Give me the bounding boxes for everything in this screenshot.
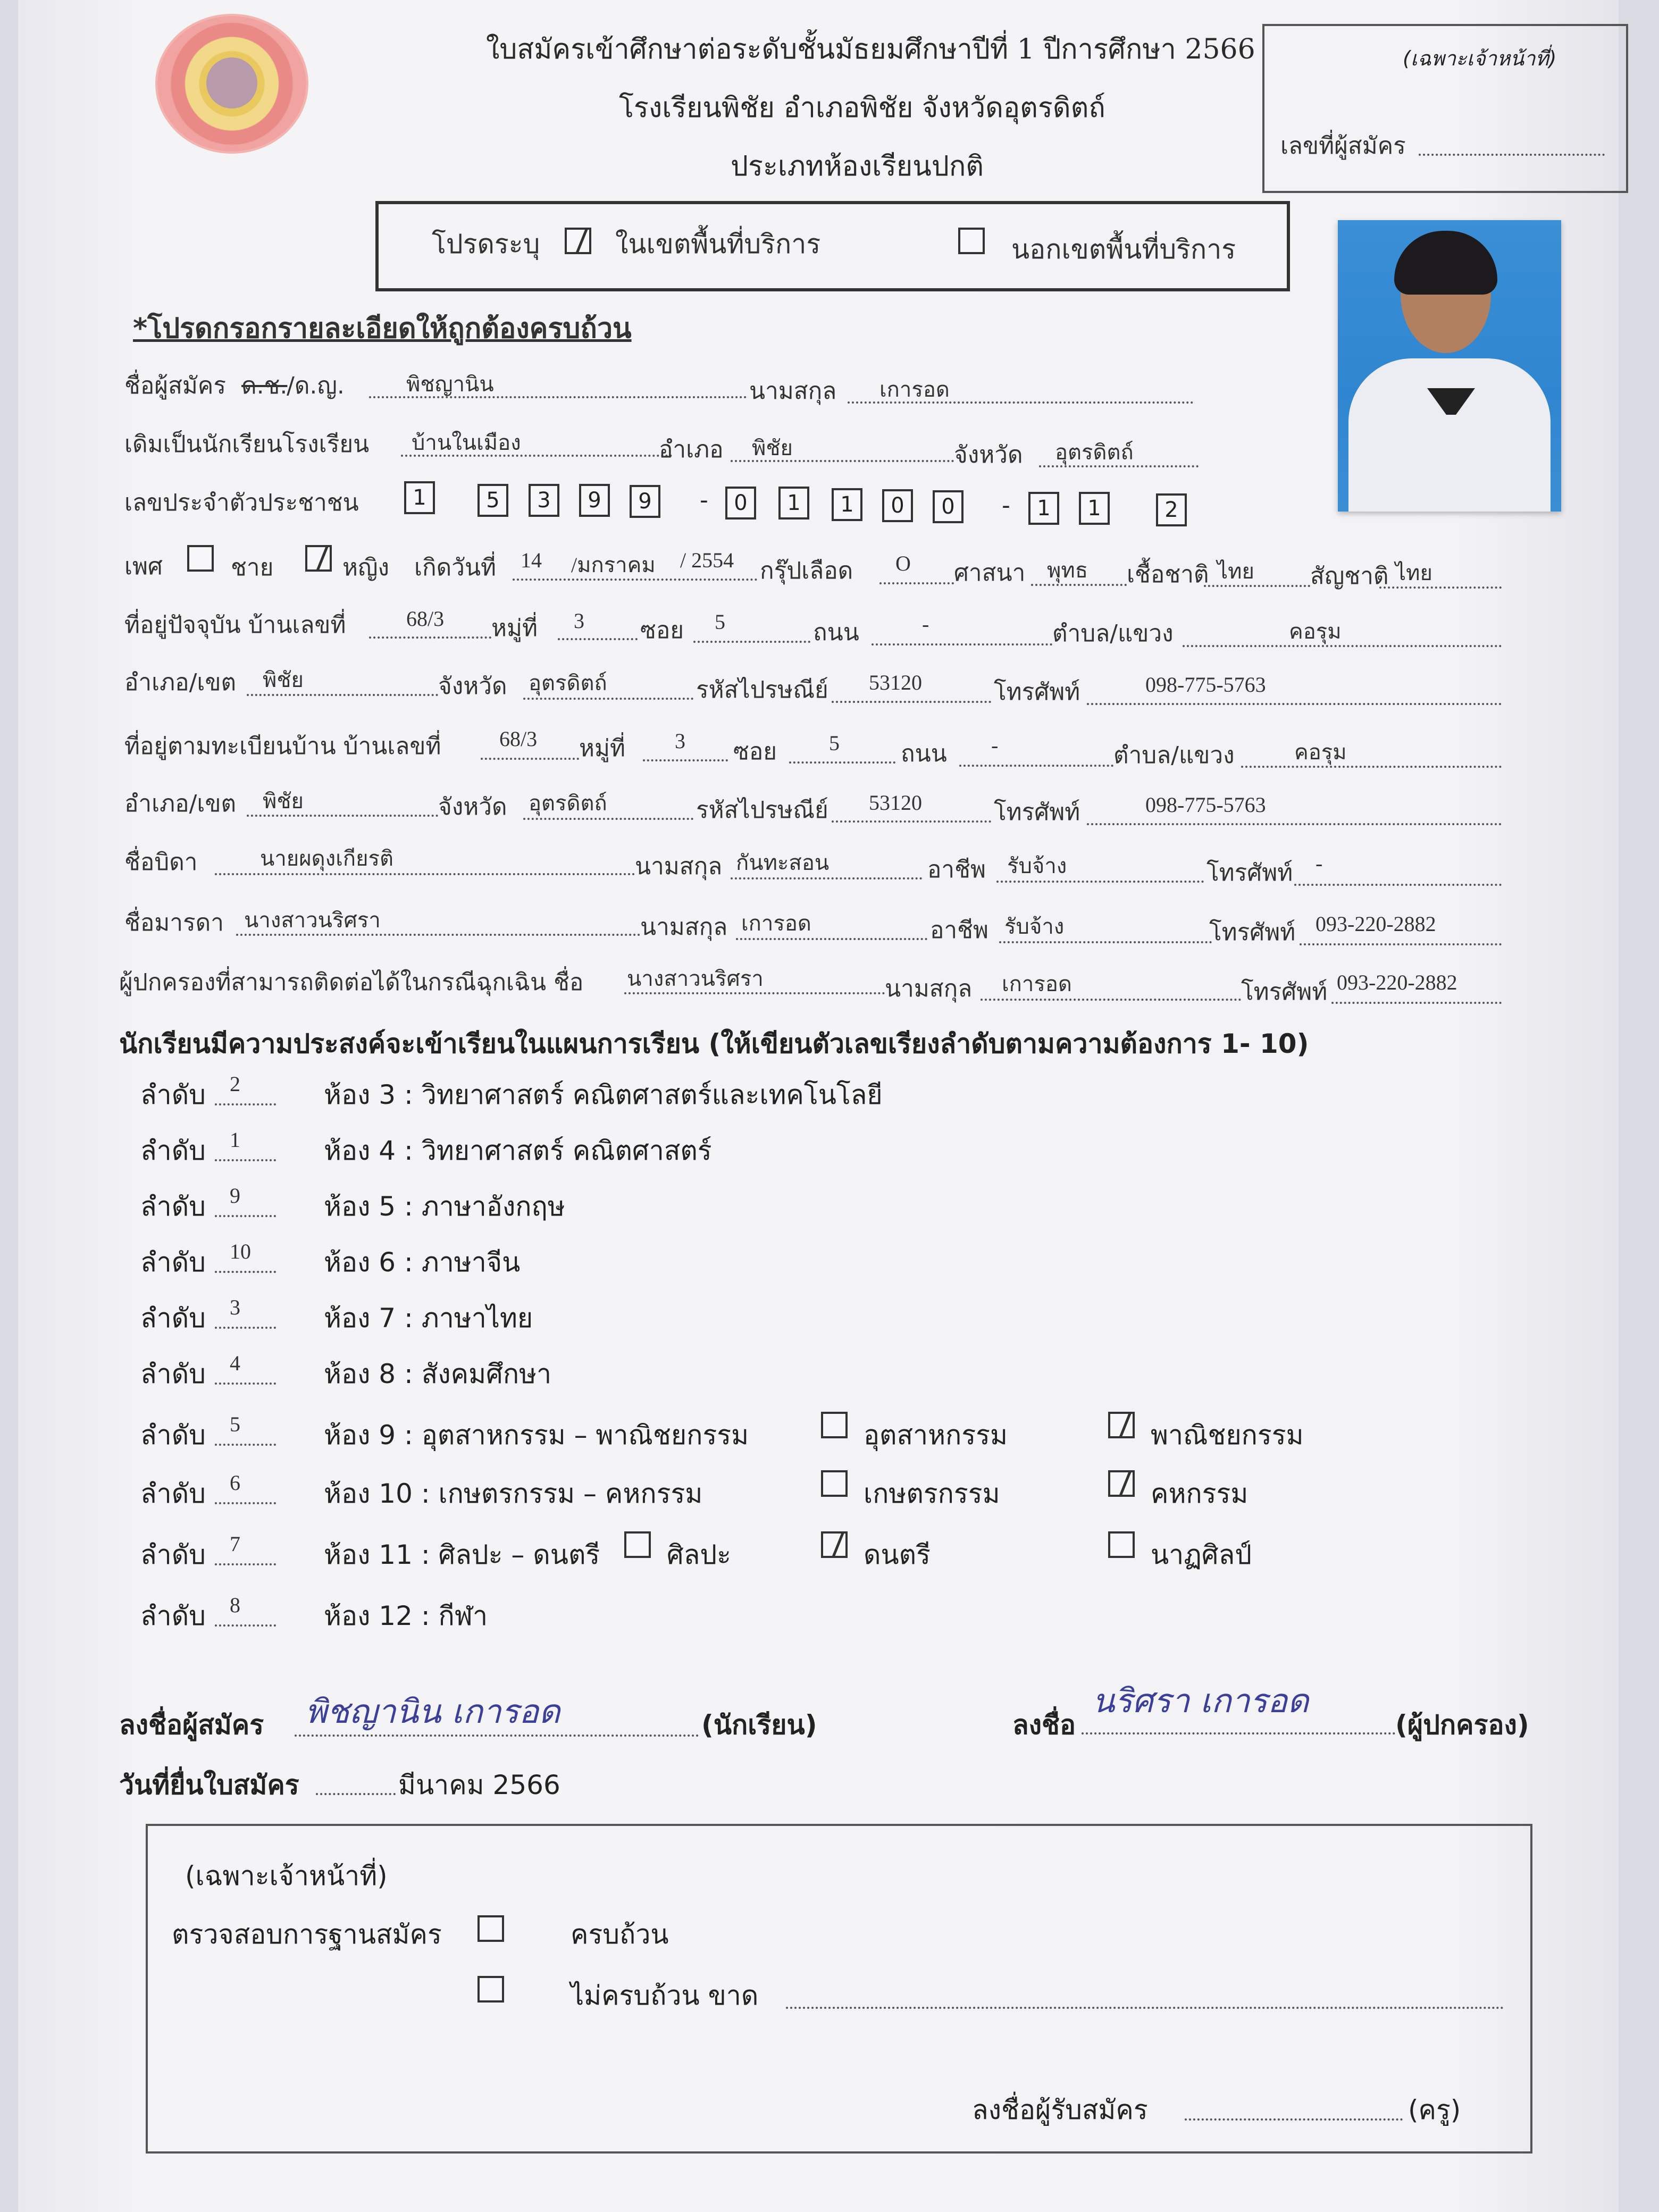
current-soi-label: ซอย — [640, 617, 684, 644]
registered-district-label: อำเภอ/เขต — [124, 790, 237, 817]
id-digit-2[interactable]: 5 — [477, 484, 508, 517]
plan-rank-field[interactable]: 2 — [230, 1072, 240, 1096]
industry-checkbox[interactable] — [821, 1412, 848, 1438]
school-province-field[interactable]: อุตรดิตถ์ — [1055, 440, 1134, 464]
id-digit-7[interactable]: 1 — [778, 487, 809, 520]
plan-rank-field[interactable]: 8 — [230, 1593, 240, 1617]
current-address-label: ที่อยู่ปัจจุบัน บ้านเลขที่ — [124, 611, 346, 639]
id-separator-1: - — [700, 487, 708, 514]
mother-job-label: อาชีพ — [930, 917, 988, 944]
registered-subdistrict-label: ตำบล/แขวง — [1113, 742, 1235, 769]
mother-name-field[interactable]: นางสาวนริศรา — [244, 908, 381, 932]
mother-surname-field[interactable]: เการอด — [741, 911, 811, 935]
guardian-phone-field[interactable]: 093-220-2882 — [1337, 970, 1457, 994]
plan-rank-label: ลำดับ — [140, 1247, 206, 1278]
guardian-signature[interactable]: นริศรา เการอด — [1092, 1681, 1309, 1720]
current-house-no-field[interactable]: 68/3 — [406, 607, 445, 631]
title-prefix: /ด.ญ. — [287, 372, 345, 399]
current-province-label: จังหวัด — [438, 673, 507, 700]
area-in-checkbox[interactable] — [565, 228, 591, 254]
area-prompt: โปรดระบุ — [432, 229, 540, 259]
plan-rank-field[interactable]: 9 — [230, 1184, 240, 1208]
registered-phone-field[interactable]: 098-775-5763 — [1145, 793, 1266, 817]
current-phone-field[interactable]: 098-775-5763 — [1145, 673, 1266, 697]
id-digit-3[interactable]: 3 — [529, 484, 559, 517]
father-label: ชื่อบิดา — [124, 849, 198, 876]
father-phone-field[interactable]: - — [1316, 851, 1323, 875]
plan-room: ห้อง 10 : เกษตรกรรม – คหกรรม — [324, 1478, 703, 1509]
incomplete-checkbox[interactable] — [477, 1976, 504, 2002]
submit-date-label: วันที่ยื่นใบสมัคร — [119, 1770, 299, 1800]
plan-rank-label: ลำดับ — [140, 1303, 206, 1334]
commerce-label: พาณิชยกรรม — [1151, 1420, 1304, 1451]
nationality-label: สัญชาติ — [1310, 563, 1389, 590]
dance-checkbox[interactable] — [1108, 1531, 1135, 1558]
male-label: ชาย — [231, 554, 274, 581]
guardian-surname-field[interactable]: เการอด — [1002, 972, 1072, 996]
submit-date-value[interactable]: มีนาคม 2566 — [398, 1770, 560, 1800]
industry-label: อุตสาหกรรม — [864, 1420, 1008, 1451]
registered-phone-label: โทรศัพท์ — [994, 799, 1080, 826]
applicant-no-label: เลขที่ผู้สมัคร — [1280, 132, 1406, 160]
registered-address-label: ที่อยู่ตามทะเบียนบ้าน บ้านเลขที่ — [124, 733, 441, 760]
plan-rank-label: ลำดับ — [140, 1601, 206, 1631]
plan-rank-label: ลำดับ — [140, 1539, 206, 1570]
area-choice-box — [375, 201, 1290, 291]
current-road-label: ถนน — [813, 619, 859, 646]
office-use-box — [1262, 24, 1628, 193]
form-title: ใบสมัครเข้าศึกษาต่อระดับชั้นมัธยมศึกษาปีที่ 1 ปีการศึกษา 2566 — [486, 33, 1255, 65]
religion-label: ศาสนา — [954, 559, 1026, 586]
registered-subdistrict-field[interactable]: คอรุม — [1294, 740, 1347, 764]
plan-room: ห้อง 9 : อุตสาหกรรม – พาณิชยกรรม — [324, 1420, 749, 1451]
father-phone-label: โทรศัพท์ — [1206, 859, 1293, 886]
registered-road-field[interactable]: - — [991, 733, 999, 757]
registered-district-field[interactable]: พิชัย — [263, 789, 304, 813]
id-digit-5[interactable]: 9 — [630, 485, 660, 518]
applicant-signature[interactable]: พิชญานิน เการอด — [305, 1692, 560, 1731]
guardian-label: ผู้ปกครองที่สามารถติดต่อได้ในกรณีฉุกเฉิน ชื่อ — [119, 969, 584, 996]
id-digit-6[interactable]: 0 — [725, 487, 756, 520]
receiver-sign-field[interactable] — [1185, 2118, 1403, 2121]
class-type: ประเภทห้องเรียนปกติ — [731, 150, 984, 182]
music-checkbox[interactable] — [821, 1531, 848, 1558]
father-surname-label: นามสกุล — [635, 853, 723, 880]
registered-soi-field[interactable]: 5 — [829, 731, 840, 755]
registered-moo-label: หมู่ที่ — [579, 735, 626, 762]
complete-checkbox[interactable] — [477, 1915, 504, 1942]
father-job-label: อาชีพ — [927, 856, 986, 883]
office-section-title: (เฉพาะเจ้าหน้าที่) — [185, 1861, 388, 1891]
father-job-field[interactable]: รับจ้าง — [1007, 854, 1067, 878]
art-checkbox[interactable] — [624, 1531, 651, 1558]
current-subdistrict-field[interactable]: คอรุม — [1289, 619, 1342, 643]
office-verification-box — [146, 1824, 1532, 2154]
school-district-label: อำเภอ — [659, 436, 724, 463]
current-moo-field[interactable]: 3 — [574, 609, 584, 633]
id-digit-11[interactable]: 1 — [1028, 492, 1059, 525]
id-digit-4[interactable]: 9 — [579, 484, 610, 517]
receiver-sign-label: ลงชื่อผู้รับสมัคร — [972, 2094, 1148, 2125]
current-district-field[interactable]: พิชัย — [263, 668, 304, 692]
mother-phone-label: โทรศัพท์ — [1209, 919, 1296, 946]
agriculture-label: เกษตรกรรม — [864, 1478, 1000, 1509]
race-label: เชื้อชาติ — [1127, 561, 1209, 588]
blood-label: กรุ๊ปเลือด — [760, 557, 853, 584]
father-name-field[interactable]: นายผดุงเกียรติ — [260, 847, 393, 870]
birth-month-field[interactable]: /มกราคม — [571, 553, 656, 577]
current-district-label: อำเภอ/เขต — [124, 669, 237, 696]
current-road-field[interactable]: - — [922, 612, 929, 636]
plan-rank-label: ลำดับ — [140, 1135, 206, 1166]
application-form — [18, 0, 1619, 2212]
plan-rank-field[interactable]: 5 — [230, 1412, 240, 1436]
agriculture-checkbox[interactable] — [821, 1470, 848, 1497]
school-field[interactable]: บ้านในเมือง — [412, 431, 521, 455]
blood-field[interactable]: O — [895, 551, 911, 575]
religion-field[interactable]: พุทธ — [1047, 558, 1088, 582]
plan-room: ห้อง 5 : ภาษาอังกฤษ — [324, 1191, 565, 1222]
applicant-role: (นักเรียน) — [701, 1710, 817, 1740]
school-district-field[interactable]: พิชัย — [752, 436, 793, 460]
area-out-label: นอกเขตพื้นที่บริการ — [1011, 234, 1236, 265]
race-field[interactable]: ไทย — [1217, 559, 1254, 583]
applicant-sign-label: ลงชื่อผู้สมัคร — [119, 1710, 264, 1740]
current-postcode-label: รหัสไปรษณีย์ — [696, 676, 828, 703]
mother-label: ชื่อมารดา — [124, 909, 224, 936]
plan-room: ห้อง 4 : วิทยาศาสตร์ คณิตศาสตร์ — [324, 1135, 712, 1166]
incomplete-label: ไม่ครบถ้วน ขาด — [571, 1980, 759, 2011]
id-digit-8[interactable]: 1 — [832, 488, 862, 521]
school-name: โรงเรียนพิชัย อำเภอพิชัย จังหวัดอุตรดิตถ์ — [619, 92, 1105, 124]
complete-label: ครบถ้วน — [571, 1919, 669, 1950]
surname-field[interactable]: เการอด — [879, 378, 950, 401]
plan-rank-field[interactable]: 10 — [230, 1239, 251, 1263]
registered-province-field[interactable]: อุตรดิตถ์ — [529, 791, 607, 815]
school-label: เดิมเป็นนักเรียนโรงเรียน — [124, 431, 370, 458]
plan-rank-label: ลำดับ — [140, 1191, 206, 1222]
instruction-text: *โปรดกรอกรายละเอียดให้ถูกต้องครบถ้วน — [133, 313, 632, 345]
id-digit-13[interactable]: 2 — [1156, 493, 1187, 526]
plan-rank-field[interactable]: 3 — [230, 1295, 240, 1319]
id-digit-12[interactable]: 1 — [1079, 492, 1110, 525]
plan-heading: นักเรียนมีความประสงค์จะเข้าเรียนในแผนการเรียน (ให้เขียนตัวเลขเรียงลำดับตามความต้องการ 1- 10) — [119, 1028, 1309, 1059]
current-subdistrict-label: ตำบล/แขวง — [1052, 620, 1174, 647]
current-province-field[interactable]: อุตรดิตถ์ — [529, 671, 607, 695]
plan-rank-label: ลำดับ — [140, 1359, 206, 1389]
registered-postcode-field[interactable]: 53120 — [869, 791, 922, 815]
id-digit-10[interactable]: 0 — [933, 490, 963, 523]
id-card-label: เลขประจำตัวประชาชน — [124, 489, 359, 516]
plan-rank-field[interactable]: 4 — [230, 1351, 240, 1375]
home-economics-checkbox[interactable] — [1108, 1470, 1135, 1497]
guardian-role: (ผู้ปกครอง) — [1395, 1710, 1529, 1740]
art-label: ศิลปะ — [667, 1539, 731, 1570]
receiver-role: (ครู) — [1408, 2094, 1461, 2125]
plan-rank-label: ลำดับ — [140, 1478, 206, 1509]
school-seal-icon — [157, 16, 306, 152]
current-soi-field[interactable]: 5 — [715, 610, 725, 634]
id-digit-9[interactable]: 0 — [882, 489, 913, 522]
commerce-checkbox[interactable] — [1108, 1412, 1135, 1438]
plan-room: ห้อง 7 : ภาษาไทย — [324, 1303, 533, 1334]
father-surname-field[interactable]: กันทะสอน — [736, 851, 830, 875]
guardian-sign-label: ลงชื่อ — [1012, 1710, 1076, 1740]
male-checkbox[interactable] — [187, 545, 214, 572]
mother-surname-label: นามสกุล — [640, 914, 728, 941]
current-moo-label: หมู่ที่ — [491, 615, 538, 642]
plan-rank-field[interactable]: 7 — [230, 1532, 240, 1556]
current-postcode-field[interactable]: 53120 — [869, 671, 922, 694]
home-economics-label: คหกรรม — [1151, 1478, 1249, 1509]
plan-room: ห้อง 3 : วิทยาศาสตร์ คณิตศาสตร์และเทคโนโลยี — [324, 1079, 883, 1110]
check-docs-label: ตรวจสอบการฐานสมัคร — [172, 1919, 442, 1950]
area-out-checkbox[interactable] — [958, 228, 985, 254]
plan-rank-label: ลำดับ — [140, 1079, 206, 1110]
birth-label: เกิดวันที่ — [414, 554, 497, 581]
id-separator-2: - — [1002, 492, 1010, 519]
female-checkbox[interactable] — [305, 545, 332, 572]
first-name-field[interactable]: พิชญานิน — [406, 372, 494, 396]
registered-soi-label: ซอย — [733, 738, 777, 765]
mother-phone-field[interactable]: 093-220-2882 — [1316, 912, 1436, 936]
birth-day-field[interactable]: 14 — [521, 548, 542, 572]
birth-year-field[interactable]: / 2554 — [680, 548, 734, 572]
plan-rank-field[interactable]: 6 — [230, 1471, 240, 1495]
female-label: หญิง — [342, 554, 389, 581]
office-use-title: (เฉพาะเจ้าหน้าที่) — [1403, 47, 1557, 70]
school-province-label: จังหวัด — [954, 441, 1023, 468]
guardian-phone-label: โทรศัพท์ — [1241, 978, 1328, 1006]
plan-rank-label: ลำดับ — [140, 1420, 206, 1451]
plan-rank-field[interactable]: 1 — [230, 1128, 240, 1152]
guardian-surname-label: นามสกุล — [885, 975, 973, 1002]
applicant-name-label: ชื่อผู้สมัคร — [124, 372, 226, 399]
applicant-no-field[interactable] — [1419, 154, 1605, 156]
registered-road-label: ถนน — [901, 740, 947, 767]
plan-room: ห้อง 6 : ภาษาจีน — [324, 1247, 521, 1278]
mother-job-field[interactable]: รับจ้าง — [1004, 915, 1065, 939]
plan-room: ห้อง 8 : สังคมศึกษา — [324, 1359, 552, 1389]
registered-house-no-field[interactable]: 68/3 — [499, 727, 538, 751]
student-photo — [1338, 220, 1561, 512]
area-in-label: ในเขตพื้นที่บริการ — [615, 229, 821, 259]
music-label: ดนตรี — [864, 1539, 931, 1570]
registered-postcode-label: รหัสไปรษณีย์ — [696, 797, 828, 824]
plan-room: ห้อง 12 : กีฬา — [324, 1601, 488, 1631]
guardian-name-field[interactable]: นางสาวนริศรา — [627, 967, 764, 991]
dance-label: นาฏศิลป์ — [1151, 1539, 1252, 1570]
nationality-field[interactable]: ไทย — [1395, 561, 1432, 585]
title-prefix-struck: ด.ช. — [241, 372, 288, 399]
sex-label: เพศ — [124, 553, 163, 580]
surname-label: นามสกุล — [749, 378, 837, 405]
missing-docs-field[interactable] — [786, 2007, 1504, 2009]
registered-province-label: จังหวัด — [438, 793, 507, 820]
current-phone-label: โทรศัพท์ — [994, 678, 1080, 706]
id-digit-1[interactable]: 1 — [404, 481, 435, 514]
registered-moo-field[interactable]: 3 — [675, 729, 685, 753]
plan-room: ห้อง 11 : ศิลปะ – ดนตรี — [324, 1539, 600, 1570]
